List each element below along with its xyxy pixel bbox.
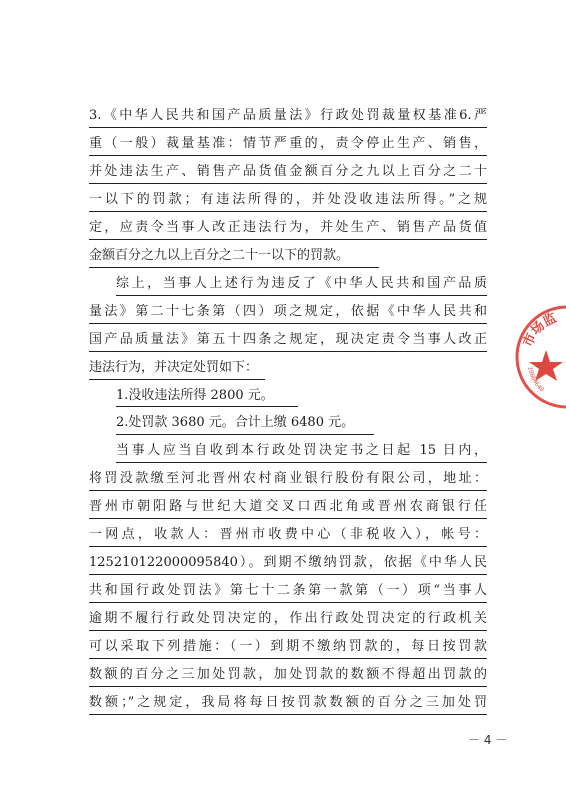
- text-underline: [89, 267, 379, 268]
- text-underline: [89, 686, 487, 687]
- text-line: 可以采取下列措施：（一）到期不缴纳罚款的，每日按罚款: [89, 639, 487, 654]
- text-underline: [116, 406, 298, 407]
- text-underline: [89, 211, 487, 212]
- text-line: 125210122000095840）。到期不缴纳罚款，依据《中华人民: [89, 555, 487, 570]
- text-line: 重（一般）裁量基准：情节严重的，责令停止生产、销售，: [89, 136, 487, 151]
- text-line: 共和国行政处罚法》第七十二条第一款第（一）项“当事人: [89, 583, 487, 598]
- text-line: 一网点，收款人：晋州市收费中心（非税收入），帐号：: [89, 527, 487, 542]
- text-underline: [116, 434, 374, 435]
- text-underline: [89, 630, 487, 631]
- text-underline: [116, 462, 487, 463]
- text-line: 晋州市朝阳路与世纪大道交叉口西北角或晋州农商银行任: [89, 499, 487, 514]
- text-underline: [89, 602, 487, 603]
- text-underline: [89, 546, 487, 547]
- text-line: 违法行为，并决定处罚如下：: [89, 360, 259, 375]
- text-underline: [89, 183, 487, 184]
- text-line: 当事人应当自收到本行政处罚决定书之日起 15 日内，: [116, 443, 487, 458]
- text-underline: [89, 127, 487, 128]
- seal-text: 市场监: [520, 310, 559, 350]
- text-underline: [89, 323, 487, 324]
- text-line: 数额；”之规定，我局将每日按罚款数额的百分之三加处罚: [89, 695, 487, 710]
- text-underline: [89, 574, 487, 575]
- text-line: 国产品质量法》第五十四条之规定，现决定责令当事人改正: [89, 332, 487, 347]
- text-line: 定，应责令当事人改正违法行为，并处生产、销售产品货值: [89, 220, 487, 235]
- text-underline: [89, 658, 487, 659]
- text-line: 将罚没款缴至河北晋州农村商业银行股份有限公司，地址：: [89, 471, 487, 486]
- official-seal: [512, 302, 566, 412]
- text-underline: [89, 155, 487, 156]
- text-underline: [89, 518, 487, 519]
- text-underline: [116, 295, 487, 296]
- text-line: 数额的百分之三加处罚款，加处罚款的数额不得超出罚款的: [89, 667, 487, 682]
- text-underline: [89, 379, 265, 380]
- text-line: 并处违法生产、销售产品货值金额百分之九以上百分之二十: [89, 164, 487, 179]
- text-line: 1.没收违法所得 2800 元。: [116, 388, 274, 403]
- text-line: 金额百分之九以上百分之二十一以下的罚款。: [89, 248, 350, 263]
- text-line: 2.处罚款 3680 元。合计上缴 6480 元。: [116, 415, 355, 430]
- text-underline: [89, 490, 487, 491]
- text-underline: [89, 351, 487, 352]
- text-line: 量法》第二十七条第（四）项之规定，依据《中华人民共和: [89, 304, 487, 319]
- text-line: 一以下的罚款；有违法所得的，并处没收违法所得。”之规: [89, 192, 487, 207]
- seal-code: 18664640: [526, 366, 546, 394]
- page-number: － 4 －: [468, 733, 508, 747]
- text-line: 综上，当事人上述行为违反了《中华人民共和国产品质: [116, 276, 487, 291]
- text-line: 逾期不履行行政处罚决定的，作出行政处罚决定的行政机关: [89, 611, 487, 626]
- text-line: 3.《中华人民共和国产品质量法》行政处罚裁量权基准6.严: [89, 108, 487, 123]
- text-underline: [89, 239, 487, 240]
- text-underline: [89, 714, 487, 715]
